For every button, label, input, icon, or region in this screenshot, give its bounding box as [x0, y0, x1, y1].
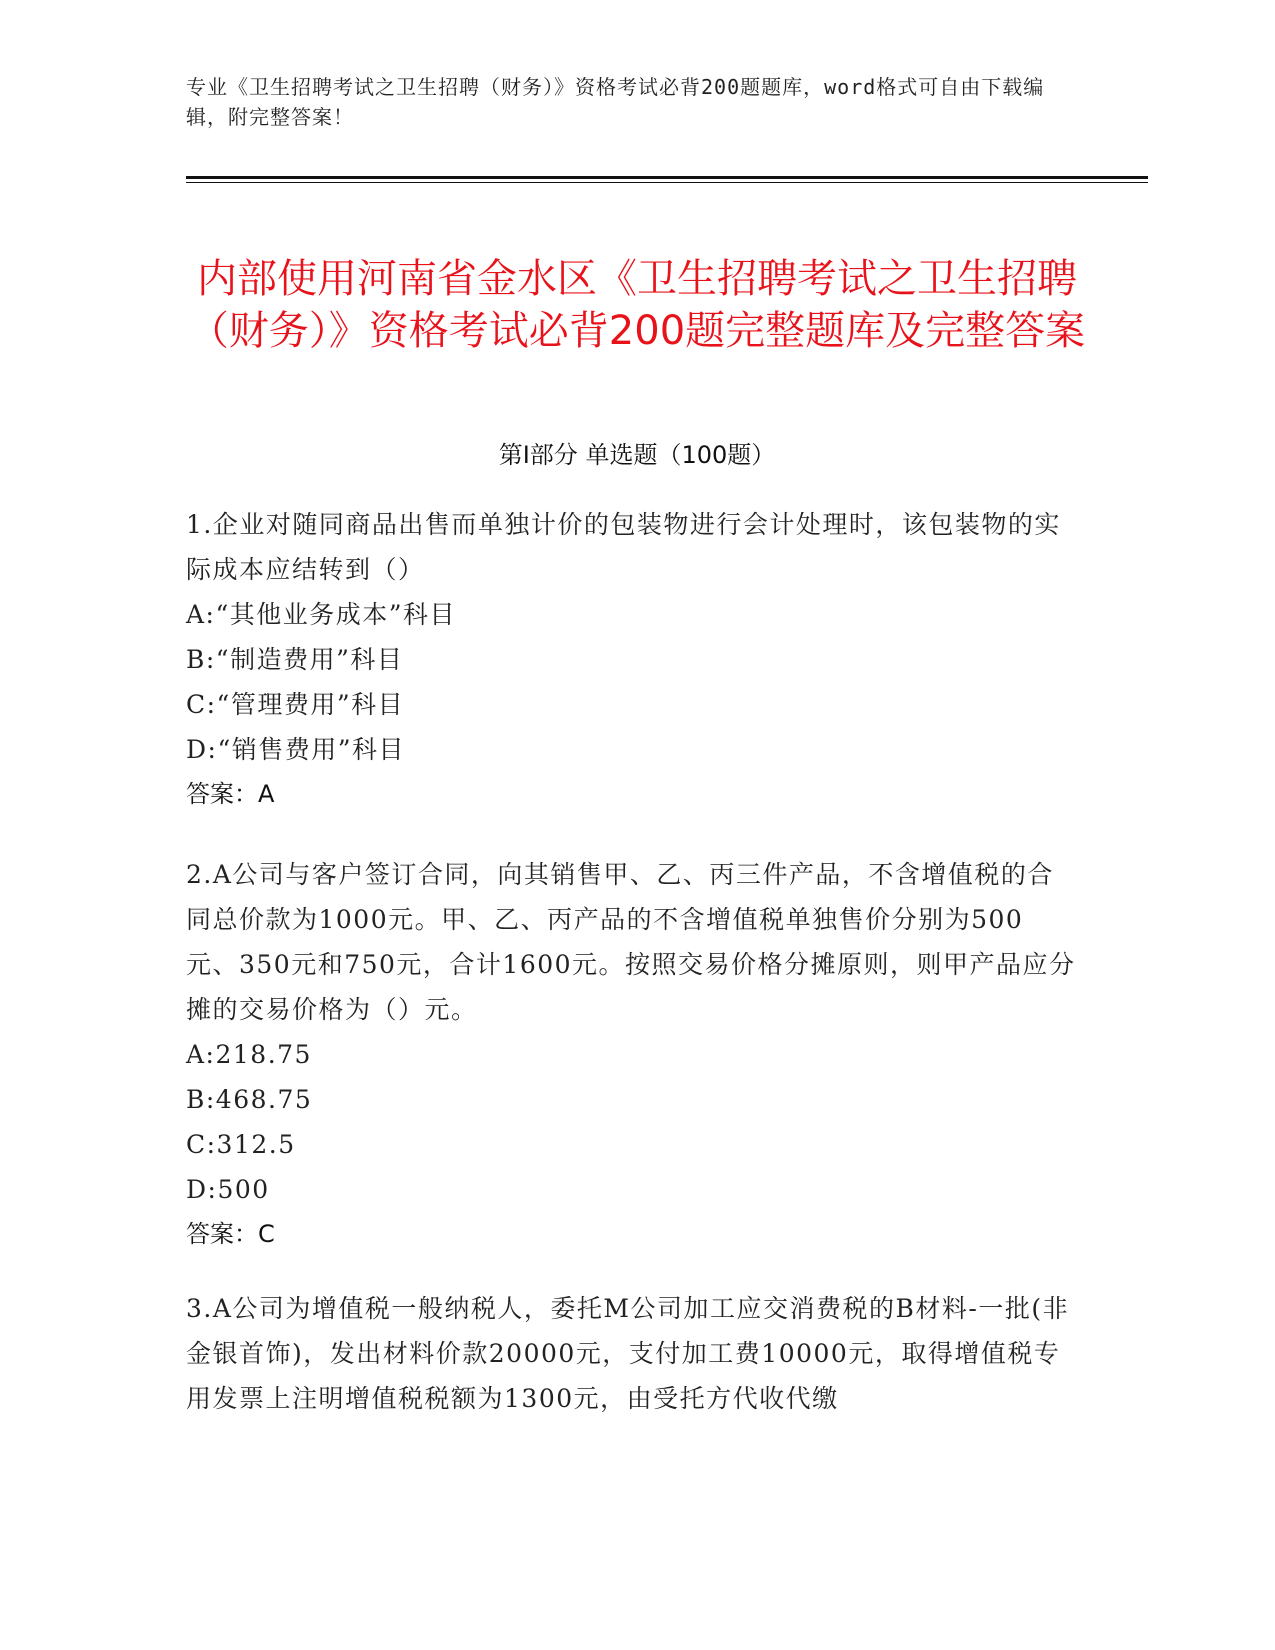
answer-label: 答案：A	[186, 780, 275, 808]
answer-label: 答案：C	[186, 1220, 275, 1248]
header-note: 专业《卫生招聘考试之卫生招聘（财务）》资格考试必背200题题库，word格式可自由下载编辑，附完整答案！	[186, 75, 1045, 129]
question-stem: 2.A公司与客户签订合同，向其销售甲、乙、丙三件产品，不含增值税的合同总价款为1000元。甲、乙、丙产品的不含增值税单独售价分别为500元、350元和750元，合计1600元。按照交易价格分摊原则，则甲产品应分摊的交易价格为（）元。	[186, 860, 1076, 1024]
option-d: D:500	[186, 1175, 270, 1204]
option-a: A:“其他业务成本”科目	[186, 600, 457, 629]
question-2	[186, 852, 1076, 1257]
option-c: C:“管理费用”科目	[186, 690, 405, 719]
option-b: B:“制造费用”科目	[186, 645, 404, 674]
option-d: D:“销售费用”科目	[186, 735, 406, 764]
question-stem: 1.企业对随同商品出售而单独计价的包装物进行会计处理时，该包装物的实际成本应结转到（）	[186, 510, 1061, 584]
option-a: A:218.75	[186, 1040, 312, 1069]
question-3	[186, 1286, 1076, 1421]
question-stem: 3.A公司为增值税一般纳税人，委托M公司加工应交消费税的B材料-一批(非金银首饰)，发出材料价款20000元，支付加工费10000元，取得增值税专用发票上注明增值税税额为1300元，由受托方代收代缴	[186, 1294, 1070, 1413]
option-b: B:468.75	[186, 1085, 313, 1114]
question-1	[186, 502, 1076, 817]
document-title: 内部使用河南省金水区《卫生招聘考试之卫生招聘（财务）》资格考试必背200题完整题库及完整答案	[188, 255, 1086, 354]
header-rule-thin	[186, 182, 1148, 183]
option-c: C:312.5	[186, 1130, 296, 1159]
header-rule-thick	[186, 176, 1148, 179]
section-title: 第Ⅰ部分 单选题（100题）	[498, 441, 776, 469]
